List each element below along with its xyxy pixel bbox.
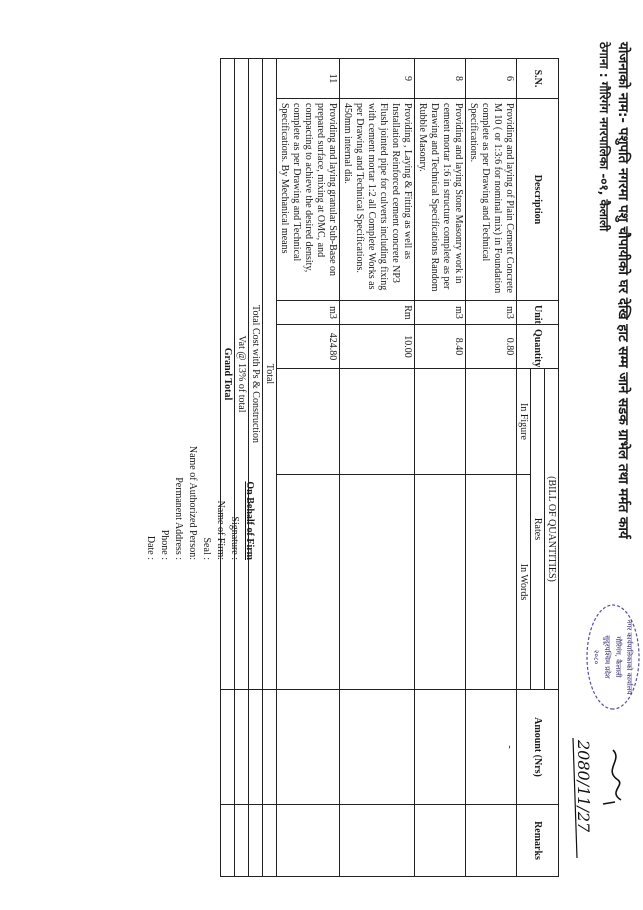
row-sn: 6 bbox=[466, 59, 517, 99]
bill-of-quantities-table bbox=[220, 58, 559, 877]
table-row bbox=[415, 59, 466, 877]
row-rate-figure bbox=[415, 369, 466, 475]
row-unit: Rm bbox=[340, 301, 415, 325]
row-unit: m3 bbox=[277, 301, 340, 325]
row-sn: 8 bbox=[415, 59, 466, 99]
footer-on-behalf: On Behalf of Firm bbox=[244, 481, 255, 560]
footer-seal: Seal : bbox=[201, 537, 212, 560]
total-remarks bbox=[263, 805, 277, 877]
remarks-header: Remarks bbox=[517, 805, 559, 877]
footer-permanent-address: Permanent Address : bbox=[173, 477, 184, 560]
total-cost-label: Total Cost with Ps & Construction bbox=[249, 59, 263, 690]
quantity-header: Quantity bbox=[517, 325, 559, 369]
svg-text:गौरिगंग, कैलाली: गौरिगंग, कैलाली bbox=[614, 636, 622, 678]
footer-signature: Signature : bbox=[229, 516, 240, 560]
row-description: Providing and laying Stone Masonry work in cement mortar 1:6 in structure complete as per Drawing and Technical Specifications Random Rubble Masonry. bbox=[415, 99, 466, 301]
footer-name-of-firm: Name of Firm: bbox=[215, 500, 226, 560]
row-quantity: 8.40 bbox=[415, 325, 466, 369]
in-words-header: In Words bbox=[517, 475, 531, 690]
row-rate-words bbox=[340, 475, 415, 690]
rates-header: Rates bbox=[531, 369, 545, 690]
row-description: Providing , Laying & Fitting as well as Installation Reinforced cement concrete NP3 Flush jointed pipe for culverts including fixing with cement mortar 1:2 all Complete Works as per Drawing and Technical Specifications. 450mm internal dia. bbox=[340, 99, 415, 301]
in-figure-header: In Figure bbox=[517, 369, 531, 475]
svg-text:नगर कार्यपालिकाको कार्यालय: नगर कार्यपालिकाको कार्यालय bbox=[625, 619, 633, 695]
vat-amount bbox=[235, 690, 249, 805]
row-unit: m3 bbox=[415, 301, 466, 325]
row-quantity: 424.80 bbox=[277, 325, 340, 369]
row-quantity: 10.00 bbox=[340, 325, 415, 369]
vat-label: Vat @ 13% of total bbox=[235, 59, 249, 690]
row-amount bbox=[277, 690, 340, 805]
row-rate-figure bbox=[466, 369, 517, 475]
row-quantity: 0.80 bbox=[466, 325, 517, 369]
row-amount bbox=[340, 690, 415, 805]
summary-row-total bbox=[263, 59, 277, 877]
row-remarks bbox=[277, 805, 340, 877]
unit-header: Unit bbox=[517, 301, 559, 325]
row-remarks bbox=[415, 805, 466, 877]
total-cost-amount bbox=[249, 690, 263, 805]
row-rate-words bbox=[466, 475, 517, 690]
footer-phone: Phone : bbox=[159, 529, 170, 560]
row-amount: - bbox=[466, 690, 517, 805]
footer-date: Date : bbox=[145, 535, 156, 560]
row-sn: 9 bbox=[340, 59, 415, 99]
footer-authorized-person: Name of Authorized Person: bbox=[187, 445, 198, 560]
row-description: Providing and laying granular Sub-Base on prepared surface, mixing at OMC, and compacting to achieve the desired density, complete as per Drawing and Technical Specifications. By Mechanical means bbox=[277, 99, 340, 301]
grand-total-remarks bbox=[221, 805, 235, 877]
amount-header: Amount (Nrs) bbox=[517, 690, 559, 805]
total-amount bbox=[263, 690, 277, 805]
row-rate-figure bbox=[340, 369, 415, 475]
svg-text:२०८०: २०८० bbox=[592, 649, 600, 665]
handwritten-signature bbox=[563, 730, 633, 870]
project-title: योजनाको नाम:- पशुपति नगरमा पशु चौपायीको घर देखि हाट सम्म जाने सडक ग्राभेल तथा मर्मत कार्य bbox=[615, 42, 631, 539]
sn-header: S.N. bbox=[517, 59, 559, 99]
row-amount bbox=[415, 690, 466, 805]
grand-total-amount bbox=[221, 690, 235, 805]
table-row bbox=[277, 59, 340, 877]
row-sn: 11 bbox=[277, 59, 340, 99]
row-rate-words bbox=[277, 475, 340, 690]
summary-row-grand-total bbox=[221, 59, 235, 877]
description-header: Description bbox=[517, 99, 559, 301]
row-unit: m3 bbox=[466, 301, 517, 325]
boq-title: (BILL OF QUANTITIES) bbox=[545, 369, 559, 690]
project-location: ठेगाना : गौरिगंग नगरपालिका -०१, कैलाली bbox=[597, 42, 611, 232]
total-cost-remarks bbox=[249, 805, 263, 877]
table-row bbox=[340, 59, 415, 877]
summary-row-vat bbox=[235, 59, 249, 877]
vat-remarks bbox=[235, 805, 249, 877]
row-remarks bbox=[466, 805, 517, 877]
row-rate-words bbox=[415, 475, 466, 690]
svg-text:सुदूरपश्चिम प्रदेश: सुदूरपश्चिम प्रदेश bbox=[603, 635, 611, 679]
summary-row-total-cost bbox=[249, 59, 263, 877]
svg-text:2080/11/27: 2080/11/27 bbox=[574, 740, 593, 833]
row-description: Providing and laying of Plain Cement Concrete M 10 ( or 1:3:6 for nominal mix) in Foundation complete as per Drawing and Technical Specifications. bbox=[466, 99, 517, 301]
row-remarks bbox=[340, 805, 415, 877]
grand-total-label: Grand Total bbox=[221, 59, 235, 690]
row-rate-figure bbox=[277, 369, 340, 475]
office-stamp bbox=[585, 600, 643, 715]
total-label: Total bbox=[263, 59, 277, 690]
table-row bbox=[466, 59, 517, 877]
